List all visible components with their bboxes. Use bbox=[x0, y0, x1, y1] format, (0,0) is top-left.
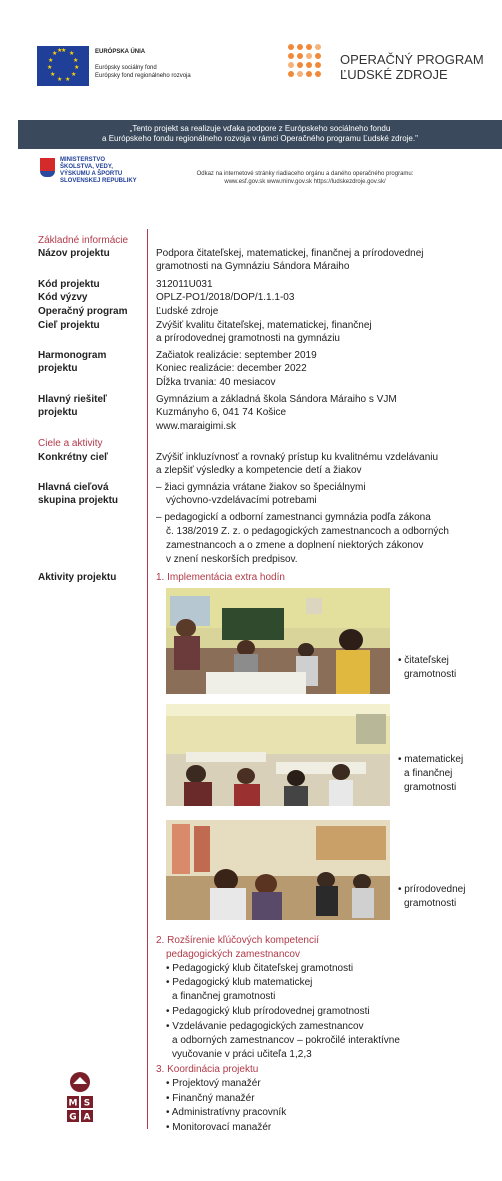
activity-2-item-2b: a finančnej gramotnosti bbox=[172, 991, 276, 1002]
photo-reading-class bbox=[166, 588, 390, 694]
value-t1: – žiaci gymnázia vrátane žiakov so špeciálnymi bbox=[156, 482, 366, 493]
op-line-2: ĽUDSKÉ ZDROJE bbox=[340, 67, 448, 82]
label-activities: Aktivity projektu bbox=[38, 572, 117, 583]
value-solver-2: Kuzmányho 6, 041 74 Košice bbox=[156, 407, 287, 418]
value-solver-3[interactable]: www.maraigimi.sk bbox=[156, 421, 237, 432]
value-t5: zamestnancoch a o zmene a doplnení niektorých zákonov bbox=[166, 540, 424, 551]
value-t2: výchovno-vzdelávacími potrebami bbox=[166, 495, 317, 506]
caption-1b: gramotnosti bbox=[404, 669, 457, 680]
label-goal: Cieľ projektu bbox=[38, 320, 100, 331]
logo-letter-4: A bbox=[83, 1112, 91, 1123]
label-schedule-1: Harmonogram bbox=[38, 350, 107, 361]
ministry-name bbox=[60, 157, 137, 185]
logo-letter-1: M bbox=[68, 1098, 78, 1109]
label-program: Operačný program bbox=[38, 306, 128, 317]
banner-line-2: a Európskeho fondu regionálneho rozvoja v rámci Operačného programu Ľudské zdroje." bbox=[102, 134, 418, 143]
caption-3a: • prírodovednej bbox=[398, 884, 466, 895]
label-target-1: Hlavná cieľová bbox=[38, 482, 109, 493]
caption-2b: a finančnej bbox=[404, 768, 453, 779]
value-code: 312011U031 bbox=[156, 279, 213, 290]
label-call: Kód výzvy bbox=[38, 292, 88, 303]
reference-caption: Odkaz na internetové stránky riadiaceho orgánu a daného operačného programu: bbox=[196, 171, 414, 177]
activity-2-item-4b: a odborných zamestnancov – pokročilé interaktívne bbox=[172, 1035, 400, 1046]
value-solver-1: Gymnázium a základná škola Sándora Máraiho s VJM bbox=[156, 394, 397, 405]
ministry-line-1: MINISTERSTVO bbox=[60, 157, 106, 163]
activity-3-item-1: • Projektový manažér bbox=[166, 1078, 261, 1089]
banner-line-1: „Tento projekt sa realizuje vďaka podpore z Európskeho sociálneho fondu bbox=[129, 124, 391, 133]
activity-3-item-2: • Finančný manažér bbox=[166, 1093, 255, 1104]
value-sched-1: Začiatok realizácie: september 2019 bbox=[156, 350, 317, 361]
label-code: Kód projektu bbox=[38, 279, 100, 290]
ministry-line-2: ŠKOLSTVA, VEDY, bbox=[60, 164, 113, 170]
value-t4: č. 138/2019 Z. z. o pedagogických zamestnancoch a odborných bbox=[166, 526, 449, 537]
eu-fund-1: Európsky sociálny fond bbox=[95, 65, 157, 71]
activity-2-item-1: • Pedagogický klub čitateľskej gramotnosti bbox=[166, 963, 354, 974]
section-basic: Základné informácie bbox=[38, 235, 129, 246]
logo-letter-2: S bbox=[83, 1098, 91, 1109]
activity-3: 3. Koordinácia projektu bbox=[156, 1064, 259, 1075]
value-goal-1: Zvýšiť kvalitu čitateľskej, matematickej, finančnej bbox=[156, 320, 372, 331]
divider-line bbox=[147, 229, 148, 1129]
value-spec-2: a zlepšiť výsledky a kompetencie detí a žiakov bbox=[156, 465, 362, 476]
label-solver-2: projektu bbox=[38, 407, 78, 418]
activity-3-item-4: • Monitorovací manažér bbox=[166, 1122, 272, 1133]
eu-text bbox=[95, 48, 191, 80]
activity-2b: pedagogických zamestnancov bbox=[166, 949, 300, 960]
logo-letter-3: G bbox=[69, 1112, 77, 1123]
value-goal-2: a prírodovednej gramotnosti na gymnáziu bbox=[156, 333, 340, 344]
value-sched-3: Dĺžka trvania: 40 mesiacov bbox=[156, 377, 276, 388]
op-title bbox=[340, 52, 484, 82]
funding-banner bbox=[18, 120, 502, 149]
value-name-2: gramotnosti na Gymnáziu Sándora Máraiho bbox=[156, 261, 350, 272]
school-logo bbox=[66, 1072, 94, 1132]
photo-math-class bbox=[166, 704, 390, 806]
star-icon: ★ bbox=[57, 48, 63, 54]
star-icon: ★ bbox=[61, 48, 67, 54]
value-t3: – pedagogickí a odborní zamestnanci gymnázia podľa zákona bbox=[156, 512, 431, 523]
value-program: Ľudské zdroje bbox=[156, 306, 219, 317]
star-icon: ★ bbox=[47, 65, 53, 71]
label-specific: Konkrétny cieľ bbox=[38, 452, 108, 463]
activity-1: 1. Implementácia extra hodín bbox=[156, 572, 285, 583]
eu-fund-2: Európsky fond regionálneho rozvoja bbox=[95, 73, 191, 79]
value-call: OPLZ-PO1/2018/DOP/1.1.1-03 bbox=[156, 292, 295, 303]
eu-flag-logo bbox=[37, 46, 89, 86]
caption-1a: • čitateľskej bbox=[398, 655, 449, 666]
section-goals: Ciele a aktivity bbox=[38, 438, 103, 449]
value-t6: v znení neskorších predpisov. bbox=[166, 554, 298, 565]
star-icon: ★ bbox=[50, 72, 56, 78]
label-solver-1: Hlavný riešiteľ bbox=[38, 394, 107, 405]
value-sched-2: Koniec realizácie: december 2022 bbox=[156, 363, 307, 374]
caption-3b: gramotnosti bbox=[404, 898, 457, 909]
photo-science-class bbox=[166, 820, 390, 920]
star-icon: ★ bbox=[73, 58, 79, 64]
star-icon: ★ bbox=[69, 51, 75, 57]
op-line-1: OPERAČNÝ PROGRAM bbox=[340, 52, 484, 67]
activity-3-item-3: • Administratívny pracovník bbox=[166, 1107, 287, 1118]
slovak-emblem-icon bbox=[40, 158, 55, 177]
star-icon: ★ bbox=[57, 77, 63, 83]
activity-2-item-2a: • Pedagogický klub matematickej bbox=[166, 977, 313, 988]
op-dots-logo bbox=[288, 44, 324, 84]
activity-2a: 2. Rozšírenie kľúčových kompetencií bbox=[156, 935, 319, 946]
activity-2-item-4c: vyučovanie v práci učiteľa 1,2,3 bbox=[172, 1049, 312, 1060]
star-icon: ★ bbox=[74, 65, 80, 71]
caption-2a: • matematickej bbox=[398, 754, 464, 765]
ministry-line-4: SLOVENSKEJ REPUBLIKY bbox=[60, 178, 137, 184]
caption-2c: gramotnosti bbox=[404, 782, 457, 793]
eu-title: EURÓPSKA ÚNIA bbox=[95, 49, 146, 55]
reference-urls[interactable]: www.esf.gov.sk www.minv.gov.sk https://ludskezdroje.gov.sk/ bbox=[224, 179, 386, 185]
star-icon: ★ bbox=[48, 58, 54, 64]
activity-2-item-3: • Pedagogický klub prírodovednej gramotnosti bbox=[166, 1006, 370, 1017]
reference-links bbox=[180, 170, 430, 186]
star-icon: ★ bbox=[65, 77, 71, 83]
label-schedule-2: projektu bbox=[38, 363, 78, 374]
star-icon: ★ bbox=[52, 51, 58, 57]
ministry-line-3: VÝSKUMU A ŠPORTU bbox=[60, 171, 123, 177]
value-spec-1: Zvýšiť inkluzívnosť a rovnaký prístup ku kvalitnému vzdelávaniu bbox=[156, 452, 439, 463]
activity-2-item-4a: • Vzdelávanie pedagogických zamestnancov bbox=[166, 1021, 364, 1032]
star-icon: ★ bbox=[71, 72, 77, 78]
value-name-1: Podpora čitateľskej, matematickej, finančnej a prírodovednej bbox=[156, 248, 424, 259]
label-name: Názov projektu bbox=[38, 248, 110, 259]
label-target-2: skupina projektu bbox=[38, 495, 119, 506]
